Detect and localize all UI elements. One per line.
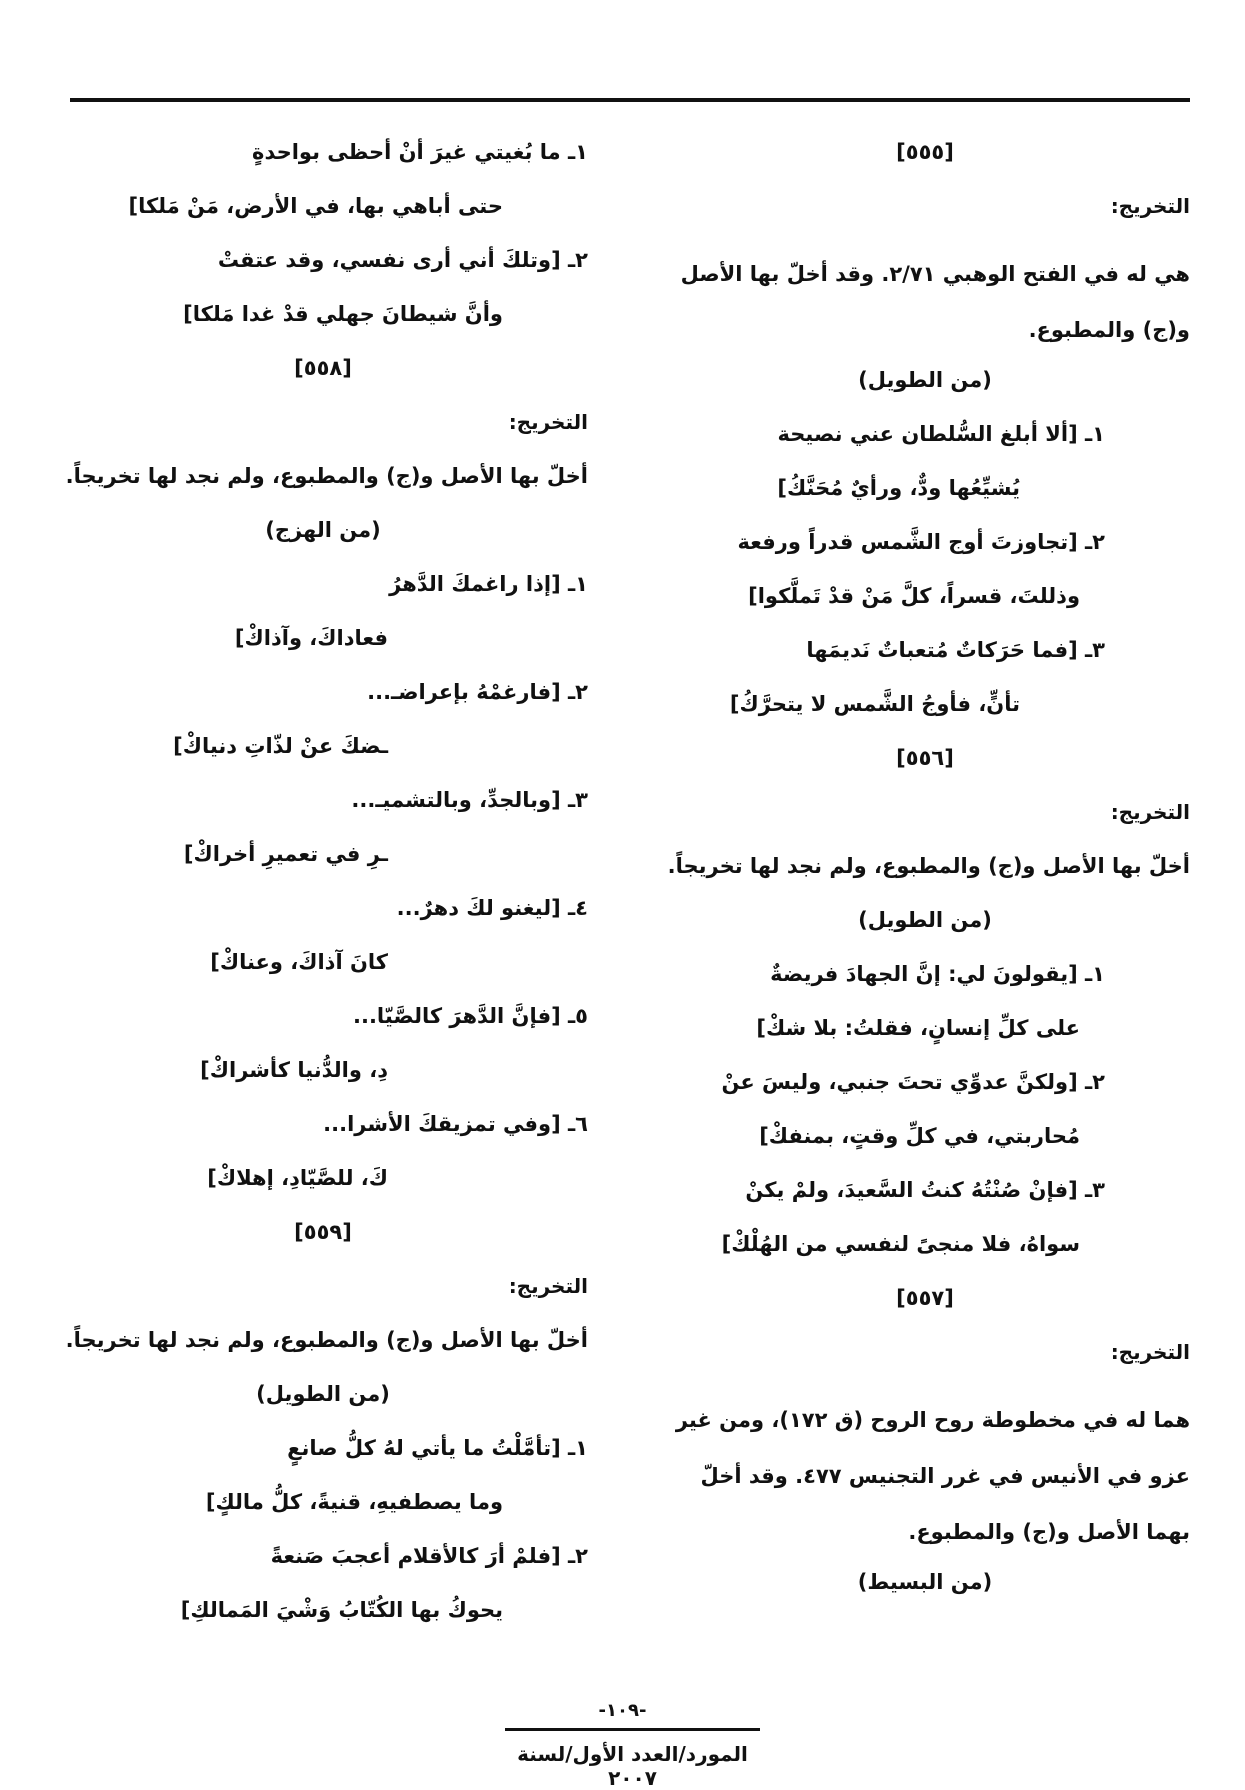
text-line: ١ـ ما بُغيتي غيرَ أنْ أحظى بواحدةٍ <box>252 140 588 164</box>
text-line: ٤ـ [ليغنو لكَ دهرٌ... <box>396 896 588 920</box>
top-rule <box>70 98 1190 102</box>
text-line: التخريج: <box>1110 800 1190 824</box>
text-line: [٥٥٦] <box>896 746 954 770</box>
text-line: ـرِ في تعميرِ أخراكْ] <box>183 842 388 866</box>
text-line: ١ـ [يقولونَ لي: إنَّ الجهادَ فريضةٌ <box>770 962 1105 986</box>
text-line: تأنٍّ، فأوجُ الشَّمس لا يتحرَّكُ] <box>729 692 1020 716</box>
text-line: التخريج: <box>508 410 588 434</box>
text-line: ١ـ [إذا راغمكَ الدَّهرُ <box>389 572 588 596</box>
text-line: ١ـ [تأمَّلْتُ ما يأتي لهُ كلُّ صانعٍ <box>287 1436 588 1460</box>
text-line: هما له في مخطوطة روح الروح (ق ١٧٢)، ومن غير عزو في الأنيس في غرر التجنيس ٤٧٧. وقد أخلّ بهما الأصل و(ج) والمطبوع. <box>675 1408 1190 1544</box>
page-number: -١٠٩- <box>598 1700 647 1721</box>
footer-rule <box>505 1728 760 1731</box>
text-line: مُحاربتي، في كلِّ وقتٍ، بمنفكْ] <box>759 1124 1080 1148</box>
journal-footer: المورد/العدد الأول/لسنة ٢٠٠٧ <box>517 1742 748 1790</box>
text-line: ٥ـ [فإنَّ الدَّهرَ كالصَّيّا... <box>353 1004 588 1028</box>
text-line: أخلّ بها الأصل و(ج) والمطبوع، ولم نجد لها تخريجاً. <box>65 464 588 488</box>
text-line: أخلّ بها الأصل و(ج) والمطبوع، ولم نجد لها تخريجاً. <box>667 854 1190 878</box>
text-line: التخريج: <box>1110 194 1190 218</box>
text-line: [٥٥٧] <box>896 1286 954 1310</box>
text-line: ٢ـ [فارغمْهُ بإعراضـ... <box>367 680 588 704</box>
text-line: ٢ـ [ولكنَّ عدوِّي تحتَ جنبي، وليسَ عنْ <box>721 1070 1105 1094</box>
text-line: وذللتَ، قسراً، كلَّ مَنْ قدْ تَملَّكوا] <box>748 584 1080 608</box>
text-line: وأنَّ شيطانَ جهلي قدْ غدا مَلكا] <box>183 302 503 326</box>
text-line: [٥٥٨] <box>294 356 352 380</box>
text-line: (من البسيط) <box>857 1570 993 1594</box>
text-line: ٣ـ [فما حَرَكاتٌ مُتعباتٌ نَديمَها <box>806 638 1105 662</box>
text-line: كانَ آذاكَ، وعناكْ] <box>210 950 388 974</box>
text-line: [٥٥٥] <box>896 140 954 164</box>
text-line: أخلّ بها الأصل و(ج) والمطبوع، ولم نجد لها تخريجاً. <box>65 1328 588 1352</box>
text-line: ٣ـ [وبالجدِّ، وبالتشميـ... <box>351 788 588 812</box>
text-line: (من الطويل) <box>858 908 992 932</box>
text-line: على كلِّ إنسانٍ، فقلتُ: بلا شكْ] <box>756 1016 1080 1040</box>
text-line: (من الطويل) <box>858 368 992 392</box>
text-line: يُشيِّعُها ودٌّ، ورأيٌ مُحَنَّكُ] <box>777 476 1020 500</box>
text-line: [٥٥٩] <box>294 1220 352 1244</box>
text-line: ٢ـ [وتلكَ أني أرى نفسي، وقد عتقتْ <box>217 248 588 272</box>
left-column <box>58 138 588 1650</box>
text-line: سواهُ، فلا منجىً لنفسي من الهُلْكْ] <box>721 1232 1080 1256</box>
text-line: ١ـ [ألا أبلغ السُّلطان عني نصيحة <box>777 422 1105 446</box>
text-line: ـضكَ عنْ لذّاتِ دنياكْ] <box>173 734 388 758</box>
text-line: ٦ـ [وفي تمزيقكَ الأشرا... <box>323 1112 588 1136</box>
text-line: دِ، والدُّنيا كأشراكْ] <box>200 1058 388 1082</box>
right-column <box>660 138 1190 1622</box>
text-line: وما يصطفيهِ، قنيةً، كلُّ مالكٍ] <box>205 1490 503 1514</box>
text-line: حتى أباهي بها، في الأرض، مَنْ مَلكا] <box>128 194 503 218</box>
text-line: ٢ـ [تجاوزتَ أوج الشَّمس قدراً ورفعة <box>737 530 1105 554</box>
text-line: يحوكُ بها الكُتّابُ وَشْيَ المَمالكِ] <box>180 1598 503 1622</box>
text-line: ٢ـ [فلمْ أرَ كالأقلام أعجبَ صَنعةً <box>270 1544 588 1568</box>
text-line: التخريج: <box>508 1274 588 1298</box>
text-line: ٣ـ [فإنْ صُنْتُهُ كنتُ السَّعيدَ، ولمْ يكنْ <box>745 1178 1105 1202</box>
text-line: (من الطويل) <box>256 1382 390 1406</box>
text-line: (من الهزج) <box>265 518 381 542</box>
text-line: كَ، للصَّيّادِ، إهلاكْ] <box>207 1166 388 1190</box>
text-line: هي له في الفتح الوهبي ٢/٧١. وقد أخلّ بها الأصل و(ج) والمطبوع. <box>680 262 1190 342</box>
text-line: فعاداكَ، وآذاكْ] <box>234 626 388 650</box>
text-line: التخريج: <box>1110 1340 1190 1364</box>
